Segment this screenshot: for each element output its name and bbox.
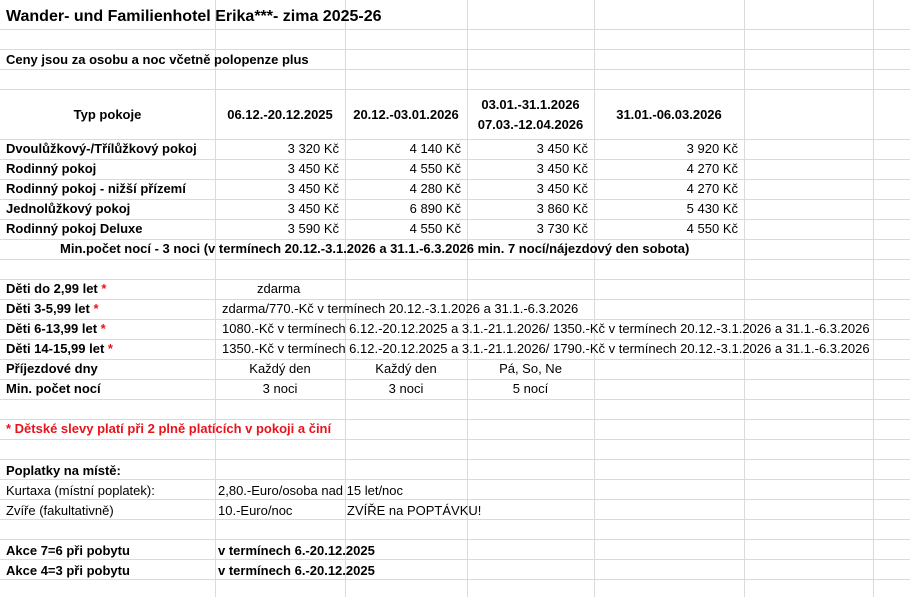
fees-heading[interactable]: Poplatky na místě:: [6, 463, 121, 478]
child-age-text: Děti do 2,99 let: [6, 281, 98, 296]
min-nights-value-2[interactable]: 3 noci: [388, 381, 424, 396]
grid-row-line: [0, 399, 910, 400]
price-cell[interactable]: 4 140 Kč: [409, 141, 461, 156]
price-cell[interactable]: 5 430 Kč: [686, 201, 738, 216]
child-age-text: Děti 3-5,99 let: [6, 301, 90, 316]
grid-row-line: [0, 579, 910, 580]
price-cell[interactable]: 3 450 Kč: [536, 141, 588, 156]
room-type-label[interactable]: Jednolůžkový pokoj: [6, 201, 131, 216]
subtitle[interactable]: Ceny jsou za osobu a noc včetně polopenze plus: [6, 52, 309, 67]
price-cell[interactable]: 3 320 Kč: [287, 141, 339, 156]
child-price-text[interactable]: 1080.-Kč v termínech 6.12.-20.12.2025 a 3.1.-21.1.2026/ 1350.-Kč v termínech 20.12.-3.1.2026 a 31.1.-6.3.2026: [222, 321, 870, 336]
asterisk-marker: *: [100, 321, 106, 336]
kurtaxa-label[interactable]: Kurtaxa (místní poplatek):: [6, 483, 155, 498]
promo-1-text[interactable]: v termínech 6.-20.12.2025: [218, 543, 375, 558]
asterisk-marker: *: [101, 281, 107, 296]
room-type-label[interactable]: Dvoulůžkový-/Třílůžkový pokoj: [6, 141, 197, 156]
price-cell[interactable]: 4 270 Kč: [686, 181, 738, 196]
price-cell[interactable]: 3 450 Kč: [536, 161, 588, 176]
child-age-text: Děti 14-15,99 let: [6, 341, 105, 356]
grid-row-line: [0, 29, 910, 30]
price-cell[interactable]: 3 920 Kč: [686, 141, 738, 156]
child-price-text[interactable]: zdarma/770.-Kč v termínech 20.12.-3.1.2026 a 31.1.-6.3.2026: [222, 301, 579, 316]
price-cell[interactable]: 3 450 Kč: [536, 181, 588, 196]
room-type-label[interactable]: Rodinný pokoj Deluxe: [6, 221, 143, 236]
grid-row-line: [0, 559, 910, 560]
room-type-label[interactable]: Rodinný pokoj: [6, 161, 97, 176]
child-price-text[interactable]: zdarma: [257, 281, 301, 296]
min-nights-label[interactable]: Min. počet nocí: [6, 381, 101, 396]
child-age-text: Děti 6-13,99 let: [6, 321, 98, 336]
kurtaxa-value[interactable]: 2,80.-Euro/osoba nad 15 let/noc: [218, 483, 404, 498]
child-price-text[interactable]: 1350.-Kč v termínech 6.12.-20.12.2025 a 3.1.-21.1.2026/ 1790.-Kč v termínech 20.12.-3.1.2026 a 31.1.-6.3.2026: [222, 341, 870, 356]
price-cell[interactable]: 3 450 Kč: [287, 201, 339, 216]
price-cell[interactable]: 3 730 Kč: [536, 221, 588, 236]
header-period-1[interactable]: 06.12.-20.12.2025: [227, 107, 333, 122]
promo-2-label[interactable]: Akce 4=3 při pobytu: [6, 563, 130, 578]
header-period-3b[interactable]: 07.03.-12.04.2026: [477, 117, 584, 132]
arrival-label[interactable]: Příjezdové dny: [6, 361, 98, 376]
header-period-4[interactable]: 31.01.-06.03.2026: [616, 107, 722, 122]
price-cell[interactable]: 4 550 Kč: [409, 161, 461, 176]
grid-row-line: [0, 479, 910, 480]
header-period-2[interactable]: 20.12.-03.01.2026: [353, 107, 459, 122]
child-age-label[interactable]: [6, 320, 106, 338]
arrival-value-2[interactable]: Každý den: [375, 361, 437, 376]
grid-row-line: [0, 279, 910, 280]
pets-note[interactable]: ZVÍŘE na POPTÁVKU!: [347, 503, 482, 518]
price-cell[interactable]: 4 550 Kč: [409, 221, 461, 236]
sheet-title[interactable]: Wander- und Familienhotel Erika***- zima 2025-26: [6, 8, 382, 25]
price-cell[interactable]: 4 550 Kč: [686, 221, 738, 236]
pets-label[interactable]: Zvíře (fakultativně): [6, 503, 114, 518]
child-age-label[interactable]: [6, 340, 113, 358]
header-room-type[interactable]: Typ pokoje: [73, 107, 142, 122]
child-age-label[interactable]: [6, 280, 106, 298]
asterisk-marker: *: [107, 341, 113, 356]
child-discount-note[interactable]: * Dětské slevy platí při 2 plně platících v pokoji a činí: [6, 421, 332, 436]
grid-row-line: [0, 49, 910, 50]
price-cell[interactable]: 3 450 Kč: [287, 161, 339, 176]
pets-value[interactable]: 10.-Euro/noc: [218, 503, 293, 518]
promo-1-label[interactable]: Akce 7=6 při pobytu: [6, 543, 130, 558]
grid-row-line: [0, 439, 910, 440]
child-age-label[interactable]: [6, 300, 99, 318]
grid-row-line: [0, 89, 910, 90]
price-cell[interactable]: 4 270 Kč: [686, 161, 738, 176]
price-cell[interactable]: 4 280 Kč: [409, 181, 461, 196]
arrival-value-1[interactable]: Každý den: [249, 361, 311, 376]
price-cell[interactable]: 3 450 Kč: [287, 181, 339, 196]
arrival-value-3[interactable]: Pá, So, Ne: [499, 361, 562, 376]
grid-row-line: [0, 259, 910, 260]
grid-row-line: [0, 459, 910, 460]
price-cell[interactable]: 3 590 Kč: [287, 221, 339, 236]
grid-row-line: [0, 69, 910, 70]
header-period-3a[interactable]: 03.01.-31.1.2026: [481, 97, 580, 112]
asterisk-marker: *: [93, 301, 99, 316]
price-cell[interactable]: 6 890 Kč: [409, 201, 461, 216]
min-nights-value-1[interactable]: 3 noci: [262, 381, 298, 396]
grid-row-line: [0, 539, 910, 540]
min-nights-value-3[interactable]: 5 nocí: [512, 381, 549, 396]
min-nights-note[interactable]: Min.počet nocí - 3 noci (v termínech 20.12.-3.1.2026 a 31.1.-6.3.2026 min. 7 nocí/nájezdový den sobota): [60, 241, 690, 256]
promo-2-text[interactable]: v termínech 6.-20.12.2025: [218, 563, 375, 578]
room-type-label[interactable]: Rodinný pokoj - nižší přízemí: [6, 181, 186, 196]
price-cell[interactable]: 3 860 Kč: [536, 201, 588, 216]
